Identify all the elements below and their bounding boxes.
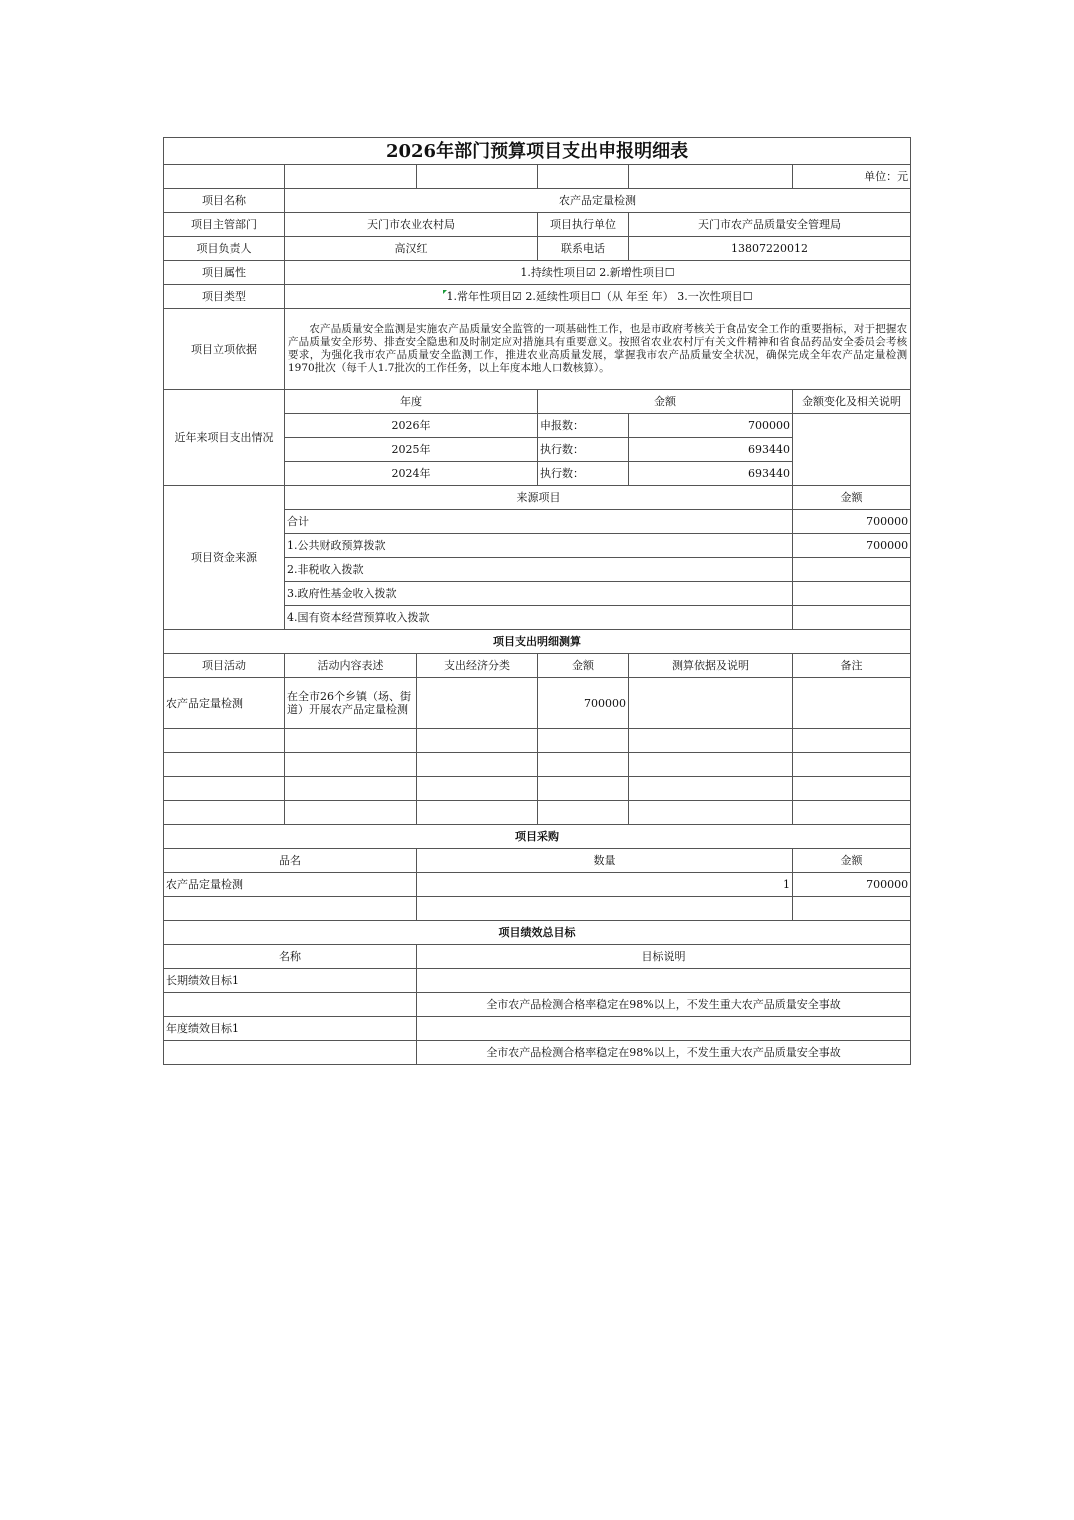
history-year-header: 年度 bbox=[285, 390, 538, 414]
leader-label: 项目负责人 bbox=[164, 237, 285, 261]
history-year: 2025年 bbox=[285, 438, 538, 462]
history-change-note bbox=[793, 414, 911, 486]
purchase-section-title: 项目采购 bbox=[164, 825, 911, 849]
annual-goal-desc: 全市农产品检测合格率稳定在98%以上，不发生重大农产品质量安全事故 bbox=[417, 1041, 911, 1065]
history-change-header: 金额变化及相关说明 bbox=[793, 390, 911, 414]
performance-desc-header: 目标说明 bbox=[417, 945, 911, 969]
detail-amount: 700000 bbox=[538, 678, 629, 729]
purchase-item-qty bbox=[417, 897, 793, 921]
purchase-item-name: 农产品定量检测 bbox=[164, 873, 417, 897]
detail-remark bbox=[793, 678, 911, 729]
purchase-header-name: 品名 bbox=[164, 849, 417, 873]
detail-basis bbox=[629, 678, 793, 729]
long-term-goal-label: 长期绩效目标1 bbox=[164, 969, 417, 993]
funding-amount bbox=[793, 558, 911, 582]
project-name-label: 项目名称 bbox=[164, 189, 285, 213]
history-amount: 693440 bbox=[629, 438, 793, 462]
funding-amount: 700000 bbox=[793, 534, 911, 558]
sheet-title: 2026年部门预算项目支出申报明细表 bbox=[164, 138, 911, 165]
detail-section-title: 项目支出明细测算 bbox=[164, 630, 911, 654]
funding-amount bbox=[793, 582, 911, 606]
performance-section-title: 项目绩效总目标 bbox=[164, 921, 911, 945]
basis-label: 项目立项依据 bbox=[164, 309, 285, 390]
funding-source: 合计 bbox=[285, 510, 793, 534]
attribute-value: 1.持续性项目☑ 2.新增性项目☐ bbox=[285, 261, 911, 285]
purchase-item-amount: 700000 bbox=[793, 873, 911, 897]
project-name-value: 农产品定量检测 bbox=[285, 189, 911, 213]
funding-amount: 700000 bbox=[793, 510, 911, 534]
purchase-header-amount: 金额 bbox=[793, 849, 911, 873]
leader-value: 高汉红 bbox=[285, 237, 538, 261]
history-amount-header: 金额 bbox=[538, 390, 793, 414]
detail-empty-row bbox=[164, 801, 911, 825]
detail-header: 活动内容表述 bbox=[285, 654, 417, 678]
funding-source: 3.政府性基金收入拨款 bbox=[285, 582, 793, 606]
exec-unit-label: 项目执行单位 bbox=[538, 213, 629, 237]
phone-value: 13807220012 bbox=[629, 237, 911, 261]
funding-label: 项目资金来源 bbox=[164, 486, 285, 630]
purchase-item-amount bbox=[793, 897, 911, 921]
type-value bbox=[285, 285, 911, 309]
attribute-label: 项目属性 bbox=[164, 261, 285, 285]
detail-header: 支出经济分类 bbox=[417, 654, 538, 678]
purchase-item-qty: 1 bbox=[417, 873, 793, 897]
funding-source: 4.国有资本经营预算收入拨款 bbox=[285, 606, 793, 630]
detail-header: 金额 bbox=[538, 654, 629, 678]
detail-econ bbox=[417, 678, 538, 729]
purchase-header-qty: 数量 bbox=[417, 849, 793, 873]
history-amount: 700000 bbox=[629, 414, 793, 438]
basis-text: 农产品质量安全监测是实施农产品质量安全监管的一项基础性工作，也是市政府考核关于食品安全工作的重要指标，对于把握农产品质量安全形势、排查安全隐患和及时制定应对措施具有重要意义。按照省农业农村厅有关文件精神和省食品药品安全委员会考核要求，为强化我市农产品质量安全监测工作，推进农业高质量发展，掌握我市农产品质量安全状况，确保完成全年农产品定量检测1970批次（每千人1.7批次的工作任务，以上年度本地人口数核算）。 bbox=[285, 309, 911, 390]
detail-activity: 农产品定量检测 bbox=[164, 678, 285, 729]
type-label: 项目类型 bbox=[164, 285, 285, 309]
funding-amount-header: 金额 bbox=[793, 486, 911, 510]
type-value-text: 1.常年性项目☑ 2.延续性项目☐（从 年至 年） 3.一次性项目☐ bbox=[446, 290, 753, 303]
funding-source-header: 来源项目 bbox=[285, 486, 793, 510]
performance-name-header: 名称 bbox=[164, 945, 417, 969]
history-kind: 申报数： bbox=[538, 414, 629, 438]
funding-source: 1.公共财政预算拨款 bbox=[285, 534, 793, 558]
history-kind: 执行数： bbox=[538, 462, 629, 486]
detail-header: 测算依据及说明 bbox=[629, 654, 793, 678]
history-year: 2026年 bbox=[285, 414, 538, 438]
detail-empty-row bbox=[164, 753, 911, 777]
phone-label: 联系电话 bbox=[538, 237, 629, 261]
annual-goal-label: 年度绩效目标1 bbox=[164, 1017, 417, 1041]
budget-detail-sheet bbox=[163, 137, 911, 1065]
funding-amount bbox=[793, 606, 911, 630]
funding-source: 2.非税收入拨款 bbox=[285, 558, 793, 582]
detail-empty-row bbox=[164, 729, 911, 753]
exec-unit-value: 天门市农产品质量安全管理局 bbox=[629, 213, 911, 237]
history-kind: 执行数： bbox=[538, 438, 629, 462]
dept-value: 天门市农业农村局 bbox=[285, 213, 538, 237]
long-term-goal-desc: 全市农产品检测合格率稳定在98%以上，不发生重大农产品质量安全事故 bbox=[417, 993, 911, 1017]
detail-content: 在全市26个乡镇（场、街道）开展农产品定量检测 bbox=[285, 678, 417, 729]
detail-empty-row bbox=[164, 777, 911, 801]
history-label: 近年来项目支出情况 bbox=[164, 390, 285, 486]
detail-header: 备注 bbox=[793, 654, 911, 678]
history-amount: 693440 bbox=[629, 462, 793, 486]
dept-label: 项目主管部门 bbox=[164, 213, 285, 237]
history-year: 2024年 bbox=[285, 462, 538, 486]
unit-label: 单位：元 bbox=[793, 165, 911, 189]
detail-header: 项目活动 bbox=[164, 654, 285, 678]
purchase-item-name bbox=[164, 897, 417, 921]
